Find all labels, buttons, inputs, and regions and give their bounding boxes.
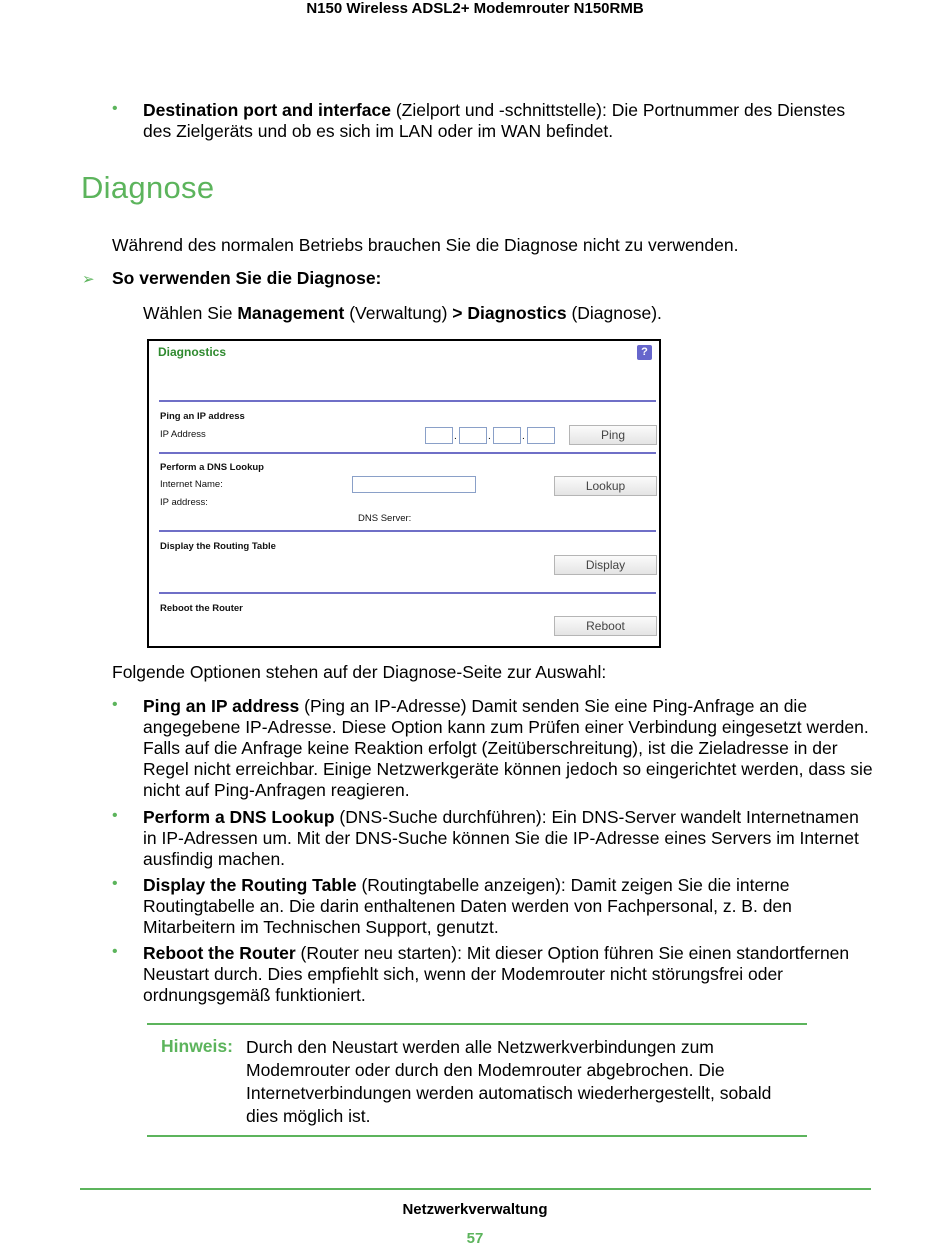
- option-item: [143, 807, 873, 870]
- step-mid: (Verwaltung): [344, 303, 453, 323]
- step-post: (Diagnose).: [566, 303, 662, 323]
- option-term: Reboot the Router: [143, 943, 296, 963]
- ip-octet-2-input[interactable]: [459, 427, 487, 444]
- running-header: N150 Wireless ADSL2+ Modemrouter N150RMB: [306, 0, 644, 17]
- internet-name-label: Internet Name:: [160, 479, 223, 490]
- reboot-button[interactable]: Reboot: [554, 616, 657, 636]
- option-text: (Router neu starten): Mit dieser Option führen Sie einen standortfernen Neustart durch. Dies empfiehlt sich, wenn der Modemrouter nicht störungsfrei oder ordnungsgemäß funktioniert.: [143, 943, 850, 1005]
- section-paragraph: Während des normalen Betriebs brauchen Sie die Diagnose nicht zu verwenden.: [112, 235, 739, 255]
- diagnostics-screenshot: [147, 339, 661, 648]
- intro-bullet: [143, 100, 873, 142]
- option-term: Ping an IP address: [143, 696, 300, 716]
- intro-bullet-text: (Zielport und -schnittstelle): Die Portnummer des Dienstes des Zielgeräts und ob es sich im LAN oder im WAN befindet.: [143, 100, 846, 141]
- options-intro: Folgende Optionen stehen auf der Diagnose-Seite zur Auswahl:: [112, 662, 607, 682]
- note-label: Hinweis:: [161, 1036, 233, 1056]
- routing-section-title: Display the Routing Table: [160, 541, 276, 552]
- divider: [159, 530, 656, 532]
- note-text: Durch den Neustart werden alle Netzwerkverbindungen zum Modemrouter oder durch den Modemrouter abgebrochen. Die Internetverbindungen werden automatisch wiederhergestellt, sobald dies möglich ist.: [246, 1037, 772, 1126]
- note-bottom-rule: [147, 1135, 807, 1137]
- option-item: [143, 875, 873, 938]
- ip-dot: .: [454, 431, 457, 442]
- ip-address-label: IP Address: [160, 429, 206, 440]
- ip-dot: .: [522, 431, 525, 442]
- dns-server-label: DNS Server:: [358, 513, 412, 524]
- ip-octet-1-input[interactable]: [425, 427, 453, 444]
- procedure-step: [143, 303, 662, 324]
- bullet-icon: •: [112, 943, 118, 960]
- option-item: [143, 943, 873, 1006]
- diagnostics-title: Diagnostics: [158, 345, 227, 359]
- ip-octet-4-input[interactable]: [527, 427, 555, 444]
- ping-section-title: Ping an IP address: [160, 411, 245, 422]
- section-heading: Diagnose: [81, 170, 215, 205]
- divider: [159, 592, 656, 594]
- intro-bullet-term: Destination port and interface: [143, 100, 391, 120]
- ip-octet-3-input[interactable]: [493, 427, 521, 444]
- step-menu-management: Management: [237, 303, 345, 323]
- footer-chapter: Netzwerkverwaltung: [402, 1201, 548, 1218]
- bullet-icon: •: [112, 807, 118, 824]
- note-top-rule: [147, 1023, 807, 1025]
- option-text: (DNS-Suche durchführen): Ein DNS-Server wandelt Internetnamen in IP-Adressen um. Mit der DNS-Suche können Sie die IP-Adresse eines Servers im Internet ausfindig machen.: [143, 807, 859, 869]
- page-number: 57: [466, 1230, 484, 1247]
- dns-section-title: Perform a DNS Lookup: [160, 462, 264, 473]
- ip-dot: .: [488, 431, 491, 442]
- option-item: [143, 696, 873, 801]
- option-term: Perform a DNS Lookup: [143, 807, 335, 827]
- help-icon[interactable]: ?: [637, 345, 652, 360]
- ip-address-result-label: IP address:: [160, 497, 208, 508]
- option-text: (Ping an IP-Adresse) Damit senden Sie eine Ping-Anfrage an die angegebene IP-Adresse. Diese Option kann zum Prüfen einer Verbindung eingesetzt werden. Falls auf die Anfrage keine Reaktion erfolgt (Zeitüberschreitung), ist die Zieladresse in der Regel nicht erreichbar. Einige Netzwerkgeräte können jedoch so eingerichtet werden, dass sie nicht auf Ping-Anfragen reagieren.: [143, 696, 873, 800]
- ping-button[interactable]: Ping: [569, 425, 657, 445]
- bullet-icon: •: [112, 100, 118, 117]
- display-button[interactable]: Display: [554, 555, 657, 575]
- reboot-section-title: Reboot the Router: [160, 603, 243, 614]
- bullet-icon: •: [112, 696, 118, 713]
- divider: [159, 452, 656, 454]
- procedure-title: So verwenden Sie die Diagnose:: [112, 268, 382, 288]
- step-pre: Wählen Sie: [143, 303, 238, 323]
- option-term: Display the Routing Table: [143, 875, 357, 895]
- lookup-button[interactable]: Lookup: [554, 476, 657, 496]
- internet-name-input[interactable]: [352, 476, 476, 493]
- bullet-icon: •: [112, 875, 118, 892]
- step-menu-diagnostics: > Diagnostics: [452, 303, 567, 323]
- procedure-arrow-icon: ➢: [82, 271, 95, 288]
- footer-rule: [80, 1188, 871, 1190]
- option-text: (Routingtabelle anzeigen): Damit zeigen Sie die interne Routingtabelle an. Die darin enthaltenen Daten werden von Fachpersonal, z. B. den Mitarbeitern im Technischen Support, genutzt.: [143, 875, 792, 937]
- divider: [159, 400, 656, 402]
